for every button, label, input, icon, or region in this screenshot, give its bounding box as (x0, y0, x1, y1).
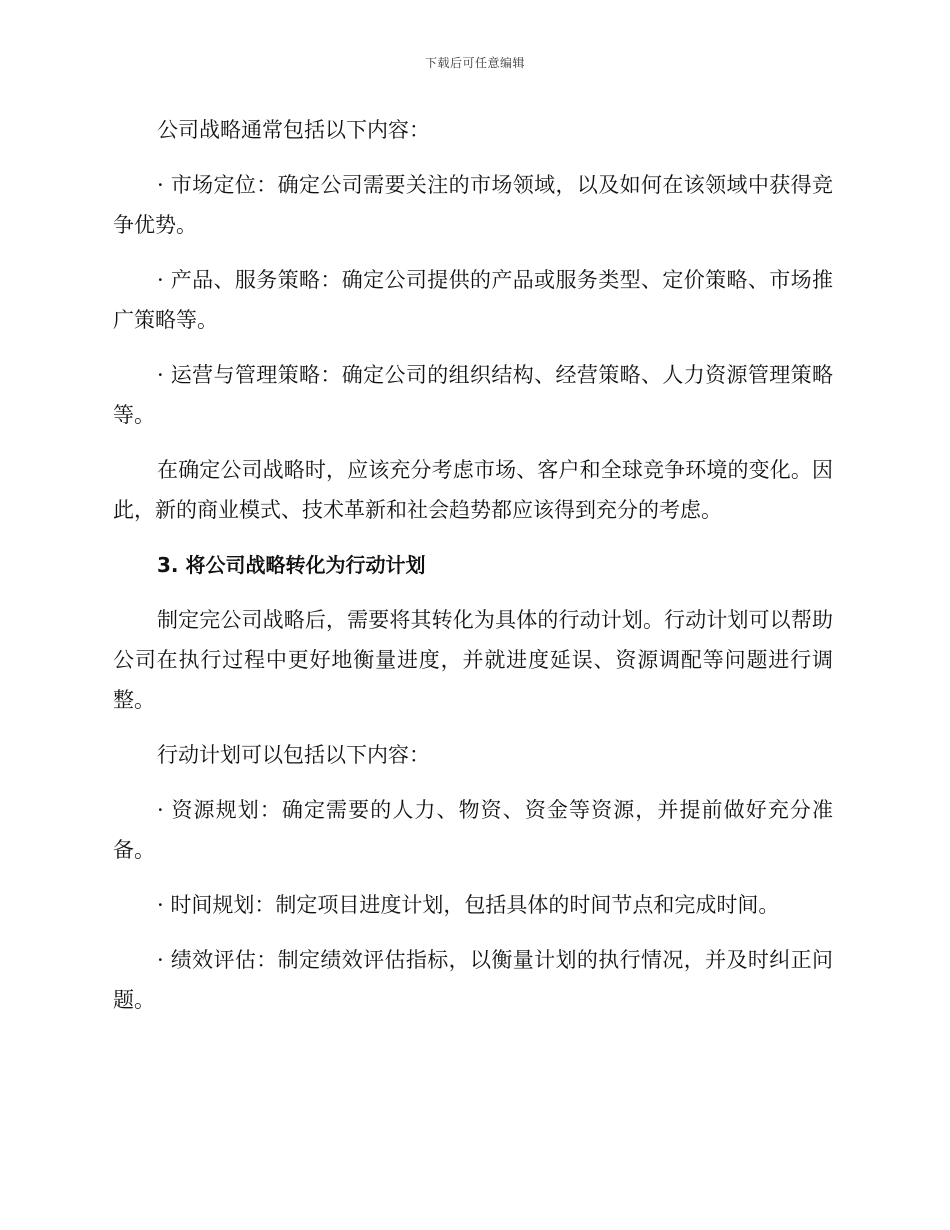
bullet-resource-planning: · 资源规划：确定需要的人力、物资、资金等资源，并提前做好充分准备。 (113, 798, 833, 862)
header-note: 下载后可任意编辑 (424, 56, 525, 70)
paragraph-strategy-considerations: 在确定公司战略时，应该充分考虑市场、客户和全球竞争环境的变化。因此，新的商业模式、技术革新和社会趋势都应该得到充分的考虑。 (113, 458, 833, 522)
paragraph-action-plan-intro: 制定完公司战略后，需要将其转化为具体的行动计划。行动计划可以帮助公司在执行过程中更好地衡量进度，并就进度延误、资源调配等问题进行调整。 (113, 608, 833, 712)
bullet-time-planning: · 时间规划：制定项目进度计划，包括具体的时间节点和完成时间。 (157, 893, 780, 917)
bullet-product-service-strategy: · 产品、服务策略：确定公司提供的产品或服务类型、定价策略、市场推广策略等。 (113, 268, 833, 332)
section-heading-action-plan: 3. 将公司战略转化为行动计划 (157, 553, 426, 577)
paragraph-strategy-intro: 公司战略通常包括以下内容： (157, 118, 430, 142)
bullet-market-positioning: · 市场定位：确定公司需要关注的市场领域，以及如何在该领域中获得竞争优势。 (113, 173, 833, 237)
bullet-operations-management: · 运营与管理策略：确定公司的组织结构、经营策略、人力资源管理策略等。 (113, 363, 833, 427)
paragraph-action-plan-contents: 行动计划可以包括以下内容： (157, 743, 430, 767)
bullet-performance-evaluation: · 绩效评估：制定绩效评估指标，以衡量计划的执行情况，并及时纠正问题。 (113, 948, 833, 1012)
document-body (113, 110, 833, 1035)
